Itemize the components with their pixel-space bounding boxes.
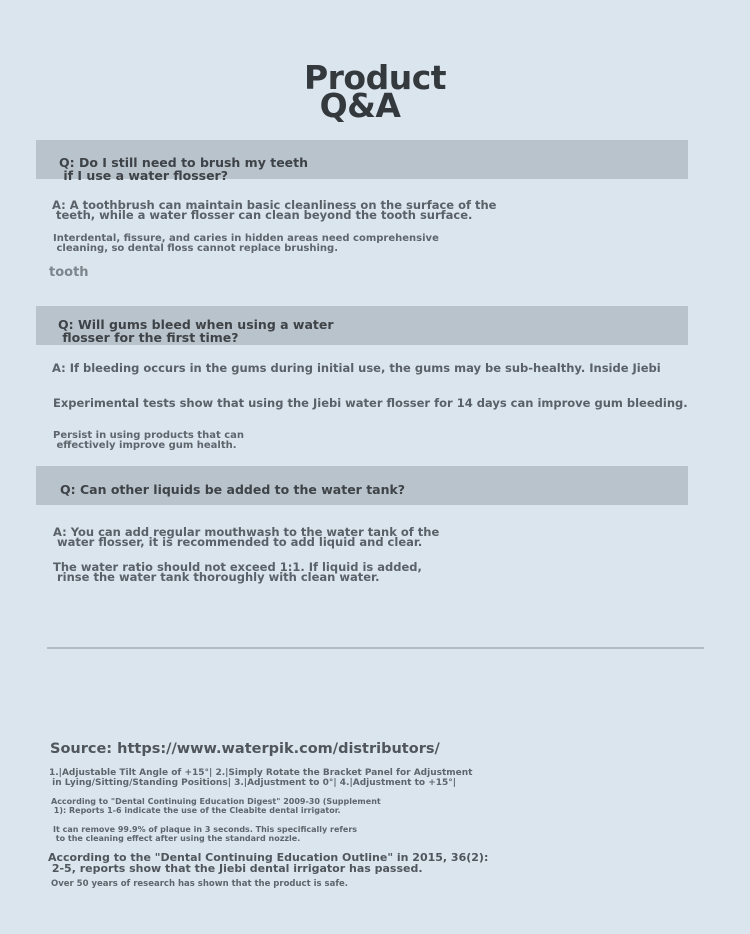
answer-1-line-1: A: A toothbrush can maintain basic cleanliness on the surface of the [52, 198, 497, 212]
reference-1-line-2: 1): Reports 1-6 indicate the use of the Cleabite dental irrigator. [51, 806, 341, 815]
title-line-1: Product [303, 58, 447, 97]
reference-2-line-2: 2-5, reports show that the Jiebi dental irrigator has passed. [48, 862, 423, 875]
question-1-line-1: Q: Do I still need to brush my teeth [59, 155, 309, 170]
adjustment-line-1: 1.|Adjustable Tilt Angle of +15°| 2.|Simply Rotate the Bracket Panel for Adjustment [49, 768, 473, 778]
note-3-line-1: The water ratio should not exceed 1:1. If liquid is added, [53, 560, 422, 574]
answer-3-line-1: A: You can add regular mouthwash to the water tank of the [53, 525, 440, 539]
note-3 [53, 562, 422, 582]
answer-2-experimental: Experimental tests show that using the Jiebi water flosser for 14 days can improve gum bleeding. [53, 396, 688, 410]
plaque-line-2: to the cleaning effect after using the standard nozzle. [53, 834, 301, 843]
question-3: Q: Can other liquids be added to the water tank? [60, 482, 406, 497]
reference-1-line-1: According to "Dental Continuing Education Digest" 2009-30 (Supplement [51, 797, 381, 806]
answer-3 [53, 527, 439, 547]
plaque-note [53, 825, 357, 843]
research-note: Over 50 years of research has shown that the product is safe. [51, 879, 349, 889]
reference-2 [48, 852, 488, 874]
source-text: Source: https://www.waterpik.com/distributors/ [50, 741, 440, 757]
question-1 [59, 156, 308, 182]
question-2-line-1: Q: Will gums bleed when using a water [58, 317, 334, 332]
answer-3-line-2: water flosser, it is recommended to add liquid and clear. [53, 535, 423, 549]
question-2 [58, 318, 334, 344]
page-title [0, 58, 750, 125]
tooth-tag: tooth [49, 265, 89, 280]
plaque-line-1: It can remove 99.9% of plaque in 3 seconds. This specifically refers [53, 825, 358, 834]
reference-2-line-1: According to the "Dental Continuing Education Outline" in 2015, 36(2): [48, 851, 489, 864]
title-line-2: Q&A [319, 86, 401, 125]
answer-1 [52, 200, 497, 220]
note-1 [53, 234, 439, 254]
answer-2: A: If bleeding occurs in the gums during initial use, the gums may be sub-healthy. Inside Jiebi [52, 361, 661, 375]
note-1-line-1: Interdental, fissure, and caries in hidden areas need comprehensive [53, 233, 439, 244]
question-2-line-2: flosser for the first time? [58, 330, 239, 345]
adjustment-notes [49, 768, 472, 788]
note-3-line-2: rinse the water tank thoroughly with clean water. [53, 570, 380, 584]
note-2-line-1: Persist in using products that can [53, 430, 245, 441]
note-1-line-2: cleaning, so dental floss cannot replace brushing. [53, 243, 339, 254]
reference-1 [51, 797, 381, 815]
answer-1-line-2: teeth, while a water flosser can clean beyond the tooth surface. [52, 208, 473, 222]
adjustment-line-2: in Lying/Sitting/Standing Positions| 3.|Adjustment to 0°| 4.|Adjustment to +15°| [49, 778, 457, 788]
section-divider [47, 647, 704, 649]
note-2 [53, 431, 244, 451]
question-1-line-2: if I use a water flosser? [59, 168, 228, 183]
note-2-line-2: effectively improve gum health. [53, 440, 237, 451]
